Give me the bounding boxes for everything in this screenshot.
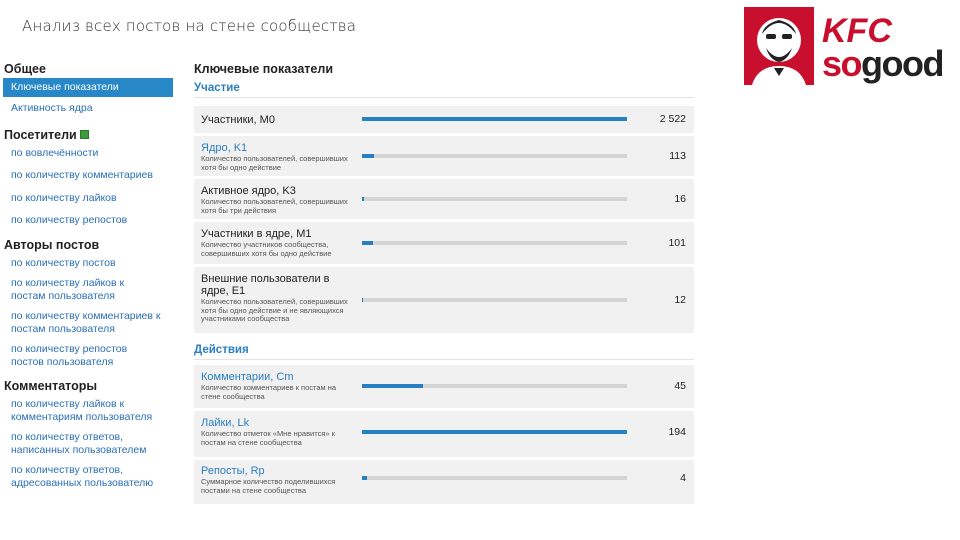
metric-bar (362, 117, 627, 121)
sidebar-item-comments[interactable]: по количеству комментариев (11, 169, 153, 181)
metric-value: 194 (668, 426, 686, 438)
metric-bar-fill (362, 430, 627, 434)
metric-value: 101 (668, 237, 686, 249)
metric-bar-fill (362, 117, 627, 121)
sidebar-item-reposts[interactable]: по количеству репостов (11, 214, 128, 226)
metric-bar (362, 476, 627, 480)
sidebar-item-post-likes[interactable]: по количеству лайков к постам пользователя (11, 277, 125, 302)
sidebar-item-key-metrics[interactable]: Ключевые показатели (3, 78, 173, 97)
metric-bar (362, 430, 627, 434)
kfc-wordmark: KFC (822, 12, 892, 50)
metric-bar (362, 241, 627, 245)
metric-bar (362, 384, 627, 388)
metric-description: Количество комментариев к постам на стене сообщества (201, 383, 337, 401)
metric-title-link[interactable]: Лайки, Lk (201, 417, 250, 429)
sogood-wordmark: sogood (822, 43, 943, 84)
page-title: Ключевые показатели (194, 62, 334, 76)
metric-row-cm (194, 365, 694, 408)
metric-title-link[interactable]: Комментарии, Cm (201, 371, 294, 383)
metric-description: Количество отметок «Мне нравится» к постам на стене сообщества (201, 429, 335, 447)
slide-title: Анализ всех постов на стене сообщества (22, 17, 357, 35)
metric-title: Участники, M0 (201, 114, 275, 126)
metric-title: Внешние пользователи в ядре, E1 (201, 273, 330, 297)
metric-title-link[interactable]: Репосты, Rp (201, 465, 265, 477)
metric-title-link[interactable]: Ядро, K1 (201, 142, 248, 154)
sidebar (3, 60, 173, 490)
sidebar-section-visitors (3, 126, 173, 144)
excel-export-icon[interactable] (80, 130, 89, 139)
metric-row-m0 (194, 106, 694, 133)
metric-value: 45 (674, 380, 686, 392)
metric-value: 113 (669, 150, 686, 162)
sidebar-item-core-activity[interactable]: Активность ядра (11, 102, 93, 114)
sidebar-item-engagement[interactable]: по вовлечённости (11, 146, 99, 159)
sidebar-item-post-comments[interactable]: по количеству комментариев к постам пользователя (11, 310, 161, 335)
metric-description: Количество пользователей, совершивших хотя бы одно действие (201, 154, 348, 172)
metric-value: 2 522 (659, 113, 686, 125)
metric-value: 16 (674, 193, 686, 205)
metric-bar-fill (362, 197, 364, 201)
sidebar-item-post-reposts[interactable]: по количеству репостов постов пользователя (11, 343, 128, 368)
metric-row-k3 (194, 179, 694, 219)
sidebar-item-comment-likes[interactable]: по количеству лайков к комментариям пользователя (11, 398, 153, 423)
section-participation[interactable]: Участие (194, 80, 694, 98)
sidebar-item-replies-written[interactable]: по количеству ответов, написанных пользователем (11, 431, 147, 456)
kfc-logo (744, 4, 950, 88)
main-panel (194, 60, 694, 504)
metric-description: Суммарное количество поделившихся постами на стене сообщества (201, 477, 336, 495)
metric-bar-fill (362, 241, 373, 245)
metric-bar-fill (362, 476, 367, 480)
metric-description: Количество пользователей, совершивших хотя бы три действия (201, 197, 348, 215)
metric-row-m1 (194, 222, 694, 264)
metric-bar-fill (362, 154, 374, 158)
sidebar-item-replies-received[interactable]: по количеству ответов, адресованных пользователю (11, 464, 154, 489)
metric-bar (362, 197, 627, 201)
sidebar-section-commenters: Комментаторы (4, 379, 98, 393)
metric-description: Количество участников сообщества, совершивших хотя бы одно действие (201, 240, 332, 258)
sidebar-section-visitors-label: Посетители (4, 127, 77, 142)
metric-value: 4 (680, 472, 686, 484)
metric-row-e1 (194, 267, 694, 333)
metric-title: Участники в ядре, M1 (201, 228, 312, 240)
metric-value: 12 (674, 294, 686, 306)
sidebar-item-likes[interactable]: по количеству лайков (11, 191, 117, 204)
sidebar-item-posts[interactable]: по количеству постов (11, 256, 116, 269)
metric-bar (362, 298, 627, 302)
metric-bar-fill (362, 384, 423, 388)
metric-bar (362, 154, 627, 158)
metric-row-rp (194, 460, 694, 504)
sidebar-section-general: Общее (4, 62, 46, 76)
metric-title: Активное ядро, K3 (201, 185, 296, 197)
metric-description: Количество пользователей, совершивших хотя бы одно действие и не являющихся участниками сообщества (201, 297, 348, 323)
metric-row-lk (194, 411, 694, 457)
sidebar-section-authors: Авторы постов (4, 237, 100, 252)
section-actions[interactable]: Действия (194, 342, 694, 360)
metric-bar-fill (362, 298, 363, 302)
metric-row-k1 (194, 136, 694, 176)
